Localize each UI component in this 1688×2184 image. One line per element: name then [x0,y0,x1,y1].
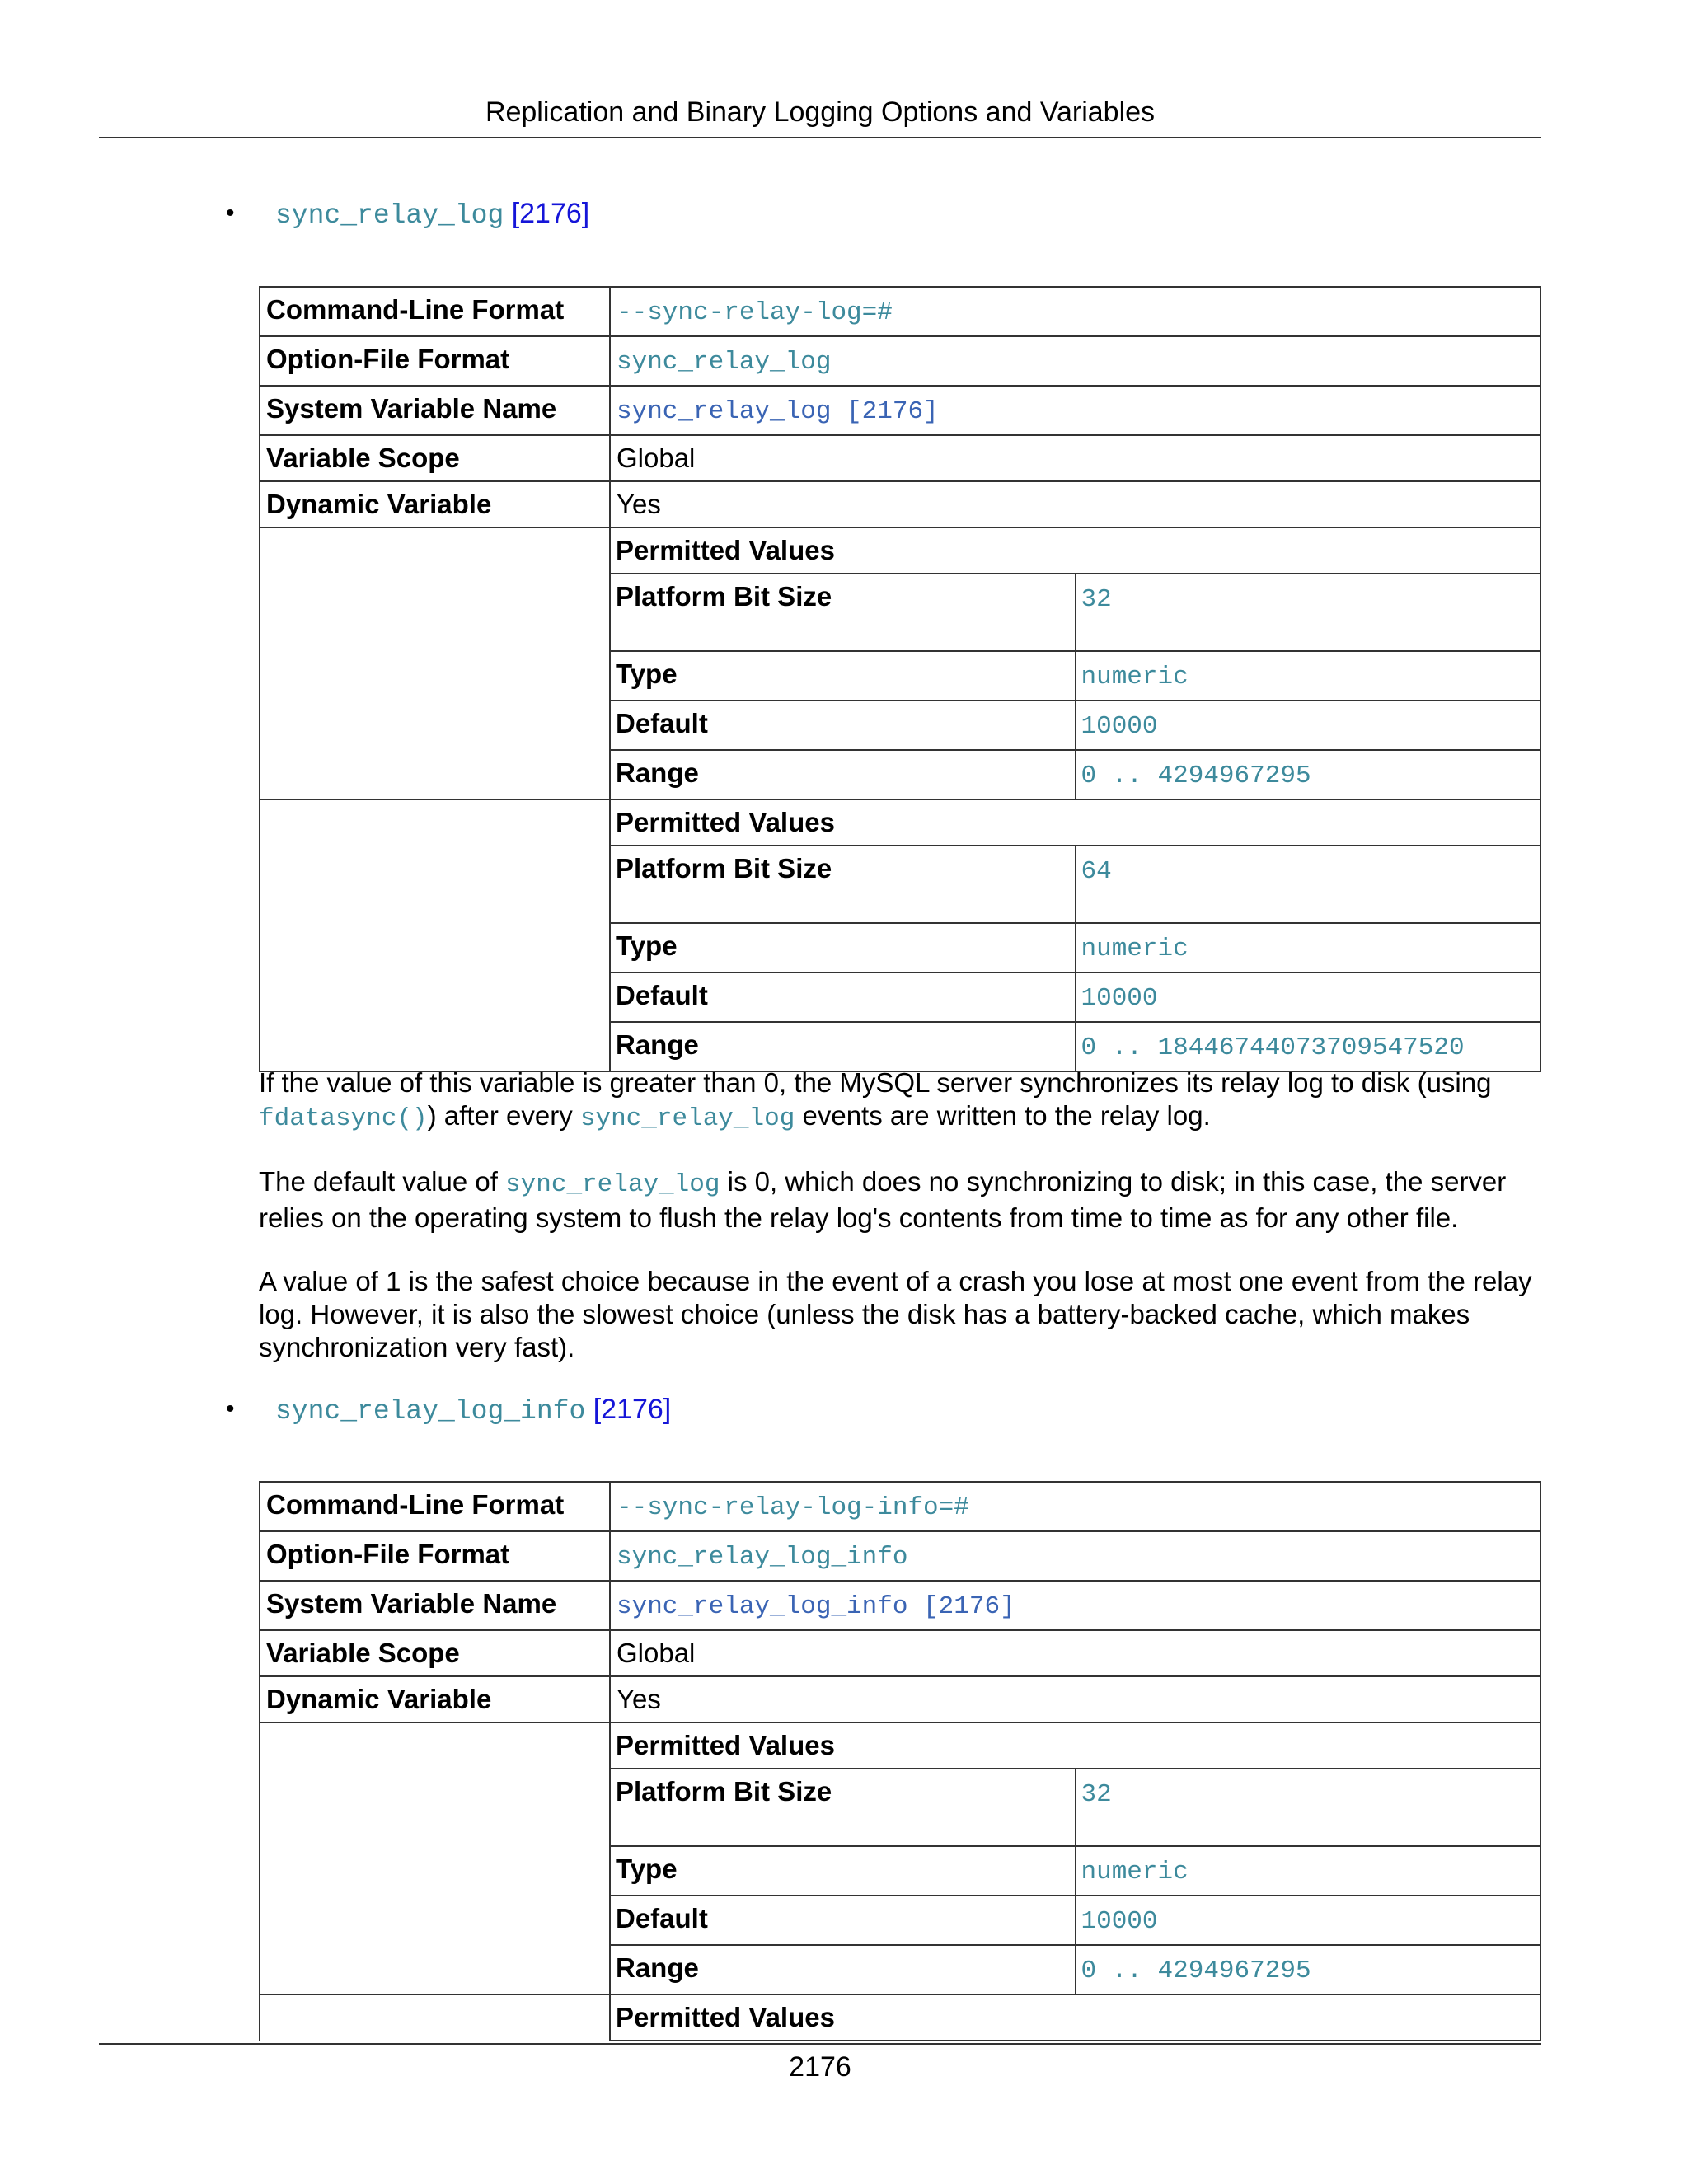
range-label: Range [611,1022,1076,1071]
permitted-values-table [611,1723,1540,1994]
default-label: Default [611,701,1076,750]
table-row [260,1630,1540,1676]
permitted-values-table [611,1995,1540,2040]
default-value: 10000 [1081,712,1158,741]
platform-label: Platform Bit Size [611,846,1076,923]
table-row [260,336,1540,386]
option-file-format-value: sync_relay_log [617,348,832,377]
default-value: 10000 [1081,984,1158,1013]
table-row [260,481,1540,527]
type-label: Type [611,1846,1076,1896]
variable-table-sync-relay-log [259,286,1541,1072]
table-row [260,1482,1540,1531]
default-value: 10000 [1081,1907,1158,1936]
variable-table-sync-relay-log-info [259,1481,1541,2041]
row-label: Option-File Format [260,1531,610,1581]
page-number: 2176 [789,2051,851,2083]
permitted-values-block [260,1722,1540,1994]
permitted-values-block [260,1994,1540,2041]
system-variable-link[interactable]: sync_relay_log [2176] [617,397,939,426]
row-label: Variable Scope [260,435,610,481]
permitted-values-heading: Permitted Values [611,1723,1540,1769]
range-value: 0 .. 4294967295 [1081,762,1311,790]
platform-label: Platform Bit Size [611,1769,1076,1846]
row-label: Dynamic Variable [260,1676,610,1722]
range-value: 0 .. 18446744073709547520 [1081,1033,1465,1062]
permitted-values-block [260,799,1540,1071]
row-label: System Variable Name [260,1581,610,1630]
table-row [260,1676,1540,1722]
paragraph-safest-choice: A value of 1 is the safest choice because in the event of a crash you lose at most one event from the relay log. However, it is also the slowest choice (unless the disk has a battery-backed cache, which makes synchronization very fast). [259,1266,1532,1362]
system-variable-link[interactable]: sync_relay_log_info [2176] [617,1592,1015,1621]
dynamic-variable-value: Yes [610,481,1540,527]
option-file-format-value: sync_relay_log_info [617,1543,908,1572]
permitted-values-heading: Permitted Values [611,800,1540,846]
range-value: 0 .. 4294967295 [1081,1957,1311,1985]
row-label: Dynamic Variable [260,481,610,527]
bullet-icon: • [226,1395,235,1422]
platform-value: 64 [1081,857,1112,886]
sync-relay-log-code[interactable]: sync_relay_log [579,1104,795,1133]
permitted-values-table [611,800,1540,1071]
type-label: Type [611,651,1076,701]
row-label: Command-Line Format [260,1482,610,1531]
dynamic-variable-value: Yes [610,1676,1540,1722]
range-label: Range [611,1945,1076,1994]
type-value: numeric [1081,663,1189,691]
variable-name[interactable]: sync_relay_log_info [275,1396,586,1427]
type-value: numeric [1081,935,1189,963]
command-line-format-value: --sync-relay-log=# [617,298,893,327]
table-row [260,287,1540,336]
row-label: Variable Scope [260,1630,610,1676]
table-row [260,435,1540,481]
variable-scope-value: Global [610,1630,1540,1676]
platform-label: Platform Bit Size [611,574,1076,651]
fdatasync-code[interactable]: fdatasync() [259,1104,428,1133]
type-label: Type [611,923,1076,972]
default-label: Default [611,1896,1076,1945]
row-label: Option-File Format [260,336,610,386]
page-header: Replication and Binary Logging Options and Variables [485,96,1156,128]
bullet-icon: • [226,199,235,227]
permitted-values-heading: Permitted Values [611,528,1540,574]
header-rule [99,137,1541,138]
permitted-values-heading: Permitted Values [616,2002,835,2032]
row-label: System Variable Name [260,386,610,435]
table-row [260,1531,1540,1581]
default-label: Default [611,972,1076,1022]
footer-rule [99,2043,1541,2045]
variable-name[interactable]: sync_relay_log [275,200,504,231]
range-label: Range [611,750,1076,799]
table-row [260,386,1540,435]
platform-value: 32 [1081,585,1112,614]
page-reference-link[interactable]: [2176] [511,198,590,229]
paragraph-default-value: The default value of sync_relay_log is 0, which does no synchronizing to disk; in this case, the server relies on the operating system to flush the relay log's contents from time to time as for any other file. [259,1166,1507,1233]
table-row [260,1581,1540,1630]
variable-scope-value: Global [610,435,1540,481]
page-reference-link[interactable]: [2176] [593,1394,672,1425]
command-line-format-value: --sync-relay-log-info=# [617,1493,969,1522]
sync-relay-log-code[interactable]: sync_relay_log [505,1170,720,1199]
type-value: numeric [1081,1858,1189,1886]
row-label: Command-Line Format [260,287,610,336]
platform-value: 32 [1081,1780,1112,1809]
paragraph-sync-behavior: If the value of this variable is greater than 0, the MySQL server synchronizes its relay log to disk (using fdatasync()) after every sync_relay_log events are written to the relay log. [259,1067,1492,1133]
permitted-values-block [260,527,1540,799]
permitted-values-table [611,528,1540,799]
